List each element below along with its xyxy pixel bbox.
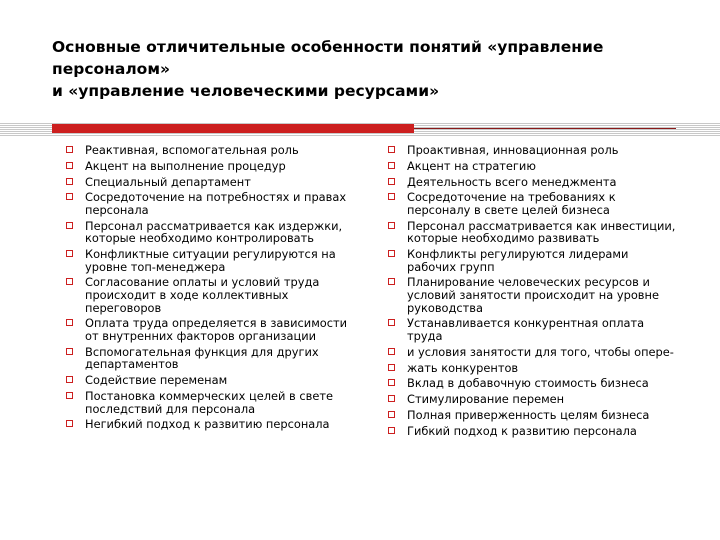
title-line-1: Основные отличительные особенности понятий «управление [52,38,604,56]
list-item-text: Деятельность всего менеджмента [407,174,617,189]
square-bullet-icon [388,222,395,229]
title-divider-accent-bar [52,124,414,133]
list-item [388,160,678,173]
list-item [388,425,678,438]
list-item-text: Конфликты регулируются лидерами рабочих групп [407,247,629,274]
list-item [388,176,678,189]
list-item [388,144,678,157]
list-item [66,220,356,245]
list-item-text: Устанавливается конкурентная оплата труда [407,316,645,344]
list-item-text: Гибкий подход к развитию персонала [407,423,637,438]
square-bullet-icon [66,278,73,285]
square-bullet-icon [66,348,73,355]
list-item [66,317,356,342]
list-item-text: Специальный департамент [85,174,251,189]
list-item-text: Негибкий подход к развитию персонала [85,417,330,432]
list-item-text: Вспомогательная функция для других департаментов [85,344,319,372]
title-line-2: персоналом» [52,60,171,78]
list-item-text: Согласование оплаты и условий труда происходит в ходе коллективных переговоров [85,275,320,315]
list-item [388,377,678,390]
square-bullet-icon [388,162,395,169]
list-item [66,346,356,371]
list-item-text: Акцент на стратегию [407,158,536,173]
square-bullet-icon [66,222,73,229]
square-bullet-icon [66,420,73,427]
list-item [388,393,678,406]
square-bullet-icon [388,364,395,371]
square-bullet-icon [66,146,73,153]
square-bullet-icon [388,250,395,257]
title-line-3: и «управление человеческими ресурсами» [52,82,440,100]
list-item-text: Содействие переменам [85,373,228,388]
list-item [388,317,678,342]
list-item-text: Акцент на выполнение процедур [85,158,286,173]
square-bullet-icon [388,193,395,200]
square-bullet-icon [388,411,395,418]
list-item [388,248,678,273]
square-bullet-icon [66,392,73,399]
square-bullet-icon [66,376,73,383]
square-bullet-icon [66,193,73,200]
list-item [66,144,356,157]
list-item [66,390,356,415]
list-item-text: Планирование человеческих ресурсов и условий занятости происходит на уровне руководства [407,275,659,315]
personnel-management-list [66,144,356,434]
list-item [66,160,356,173]
list-item-text: Реактивная, вспомогательная роль [85,143,299,157]
title-divider-line [414,128,676,129]
list-item-text: Персонал рассматривается как инвестиции, которые необходимо развивать [407,218,676,246]
list-item-text: Персонал рассматривается как издержки, которые необходимо контролировать [85,218,343,246]
human-resource-management-list [388,144,678,441]
list-item-text: Полная приверженность целям бизнеса [407,407,650,422]
list-item [388,276,678,314]
slide-title [52,36,692,102]
square-bullet-icon [388,427,395,434]
square-bullet-icon [388,146,395,153]
square-bullet-icon [66,162,73,169]
list-item [388,362,678,375]
list-item [66,276,356,314]
square-bullet-icon [388,178,395,185]
list-item [388,409,678,422]
square-bullet-icon [388,319,395,326]
list-item [388,346,678,359]
list-item-text: Постановка коммерческих целей в свете последствий для персонала [85,388,333,416]
list-item-text: Оплата труда определяется в зависимости от внутренних факторов организации [85,316,348,344]
list-item [66,176,356,189]
square-bullet-icon [388,348,395,355]
list-item-text: жать конкурентов [407,360,519,375]
square-bullet-icon [388,379,395,386]
list-item-text: и условия занятости для того, чтобы опере- [407,344,674,359]
list-item-text: Проактивная, инновационная роль [407,143,619,157]
list-item [388,191,678,216]
list-item-text: Сосредоточение на потребностях и правах персонала [85,190,347,217]
square-bullet-icon [388,278,395,285]
list-item-text: Конфликтные ситуации регулируются на уровне топ-менеджера [85,247,336,274]
square-bullet-icon [66,178,73,185]
list-item-text: Сосредоточение на требованиях к персоналу в свете целей бизнеса [407,190,616,217]
list-item-text: Вклад в добавочную стоимость бизнеса [407,376,649,391]
square-bullet-icon [66,250,73,257]
list-item-text: Стимулирование перемен [407,392,565,407]
list-item [66,191,356,216]
list-item [66,374,356,387]
list-item [66,248,356,273]
square-bullet-icon [388,395,395,402]
list-item [388,220,678,245]
list-item [66,418,356,431]
square-bullet-icon [66,319,73,326]
